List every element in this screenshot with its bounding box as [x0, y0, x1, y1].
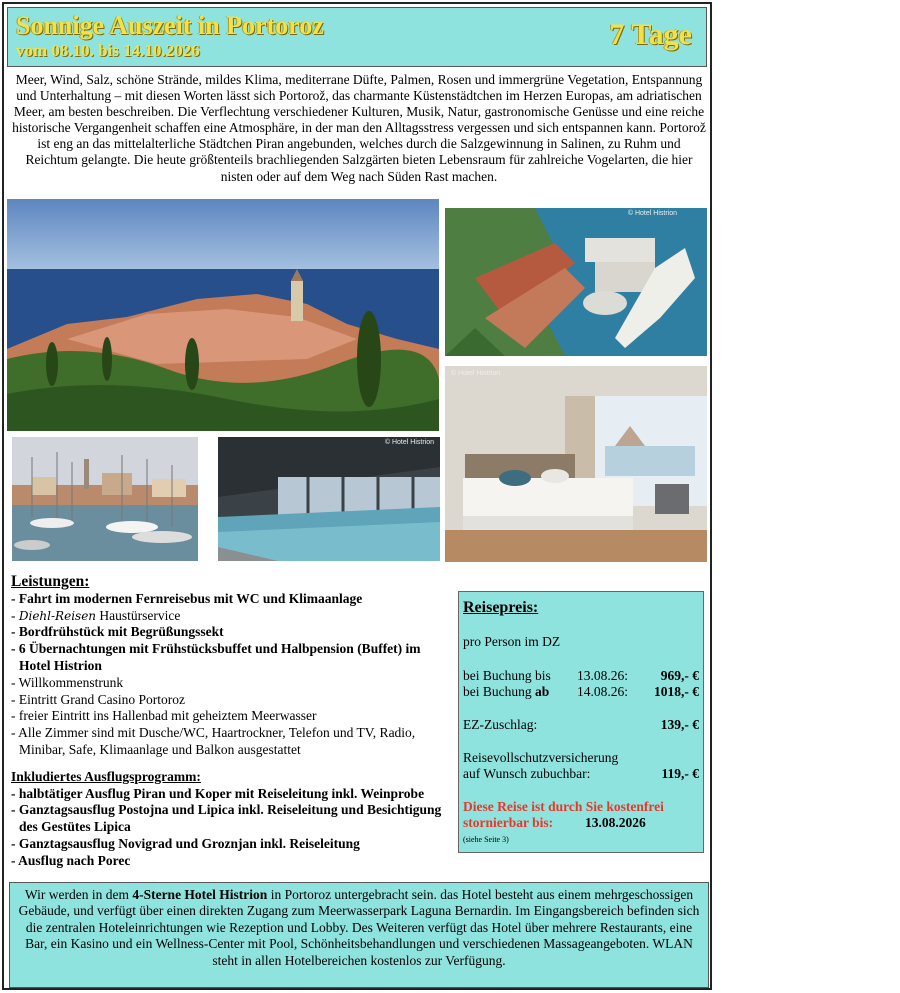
- hotel-name: 4-Sterne Hotel Histrion: [132, 887, 268, 902]
- price-date: 14.08.26:: [577, 684, 629, 699]
- trip-dates: vom 08.10. bis 14.10.2026: [16, 41, 200, 60]
- intro-text: Meer, Wind, Salz, schöne Strände, mildes Klima, mediterrane Düfte, Palmen, Rosen und immergrüne Vegetation, Entspannung und Unterhaltung – mit diesen Worten lässt sich Portorož, das charmante Küstenstädtchen im Herzen Europas, am adriatischen Meer, am besten beschreiben. Die Verflechtung verschiedener Kulturen, Musik, Natur, gastronomische Genüsse und eine reiche historische Vergangenheit schaffen eine Atmosphäre, in der man den Alltagsstress vergessen und sich entspannen kann. Portorož ist eng an das mittelalterliche Städtchen Piran angebunden, welches durch die Salzgewinnung in Salinen, zu Ruhm und Reichtum gelangte. Die heute größtenteils brachliegenden Salzgärten bieten Lebensraum für zahlreiche Vogelarten, die hier nisten oder auf dem Weg nach Süden Rast machen.: [12, 72, 706, 184]
- hotel-text-pre: Wir werden in dem: [24, 887, 133, 902]
- services-section: [11, 574, 451, 870]
- cancellation-notice: [463, 799, 701, 831]
- price-label: auf Wunsch zubuchbar:: [463, 766, 591, 781]
- services-item-prefix: -: [11, 607, 19, 623]
- brand-name: Diehl-Reisen: [18, 608, 97, 623]
- price-insurance-line1: Reisevollschutzversicherung: [463, 750, 619, 765]
- trip-title: Sonnige Auszeit in Portoroz: [16, 11, 324, 40]
- brochure-page: [2, 2, 712, 990]
- price-date: 13.08.26:: [577, 668, 629, 683]
- price-label: bei Buchung: [463, 684, 535, 699]
- services-item: - Alle Zimmer sind mit Dusche/WC, Haartrockner, Telefon und TV, Radio, Minibar, Safe, Klimaanlage und Balkon ausgestattet: [11, 725, 416, 757]
- services-item: - Eintritt Grand Casino Portoroz: [11, 691, 185, 707]
- services-item: - Fahrt im modernen Fernreisebus mit WC und Klimaanlage: [11, 590, 363, 606]
- excursions-title: Inkludiertes Ausflugsprogramm:: [11, 768, 201, 784]
- services-item: - 6 Übernachtungen mit Frühstücksbuffet und Halbpension (Buffet) im Hotel Histrion: [11, 641, 421, 673]
- services-item: - Bordfrühstück mit Begrüßungssekt: [11, 624, 224, 640]
- excursion-item: - halbtätiger Ausflug Piran und Koper mit Reiseleitung inkl. Weinprobe: [11, 785, 425, 801]
- hotel-description: [9, 882, 709, 988]
- price-row-single: [463, 717, 699, 734]
- price-label: EZ-Zuschlag:: [463, 717, 538, 732]
- photo-credit: © Hotel Histrion: [627, 210, 677, 217]
- photo-indoor-pool: [218, 437, 440, 561]
- price-row-late: [463, 684, 699, 701]
- price-label: bei Buchung bis: [463, 668, 551, 683]
- photo-hotel-aerial: [445, 208, 707, 356]
- services-item-door-service: [11, 608, 451, 625]
- photo-piran-panorama: [7, 199, 439, 431]
- price-box: [458, 591, 704, 853]
- price-amount: 969,- €: [660, 668, 699, 683]
- price-amount: 1018,- €: [654, 684, 699, 699]
- cancellation-date: 13.08.2026: [585, 815, 646, 830]
- services-item: - freier Eintritt ins Hallenbad mit geheiztem Meerwasser: [11, 708, 317, 724]
- cancellation-line1: Diese Reise ist durch Sie kostenfrei: [463, 799, 664, 814]
- price-per-person: pro Person im DZ: [463, 634, 561, 649]
- excursion-item: - Ausflug nach Porec: [11, 852, 131, 868]
- photo-hotel-room: [445, 366, 707, 562]
- excursion-item: - Ganztagsausflug Postojna und Lipica inkl. Reiseleitung und Besichtigung des Gestütes Lipica: [11, 802, 442, 835]
- price-amount: 119,- €: [661, 766, 699, 781]
- trip-duration: 7 Tage: [609, 18, 692, 51]
- price-title: Reisepreis:: [463, 599, 539, 616]
- services-item: - Willkommenstrunk: [11, 674, 124, 690]
- price-amount: 139,- €: [660, 717, 699, 732]
- photo-credit: © Hotel Histrion: [384, 439, 434, 446]
- services-title: Leistungen:: [11, 573, 90, 590]
- hotel-text-post: in Portoroz untergebracht sein. das Hotel besteht aus einem mehrgeschossigen Gebäude, und verfügt über einen direkten Zugang zum Meerwasserpark Laguna Bernardin. Im Eingangsbereich befinden sich die zentralen Hoteleinrichtungen wie Rezeption und Lobby. Des Weiteren verfügt das Hotel über mehrere Restaurants, eine Bar, ein Kasino und ein Wellness-Center mit Pool, Schönheitsbehandlungen und verschiedenen Massageangeboten. WLAN steht in allen Hotelbereichen kostenlos zur Verfügung.: [18, 887, 700, 968]
- photo-credit: © Hotel Histrion: [451, 370, 501, 377]
- photo-marina: [12, 437, 198, 561]
- excursion-item: - Ganztagsausflug Novigrad und Groznjan inkl. Reiseleitung: [11, 835, 360, 851]
- price-row-early: [463, 668, 699, 685]
- header-banner: [7, 7, 707, 67]
- price-row-insurance: [463, 766, 699, 783]
- cancellation-line2: stornierbar bis:: [463, 815, 554, 830]
- services-item-label: Haustürservice: [96, 607, 181, 623]
- price-label-bold: ab: [535, 684, 550, 699]
- cancellation-note: (siehe Seite 3): [463, 835, 509, 844]
